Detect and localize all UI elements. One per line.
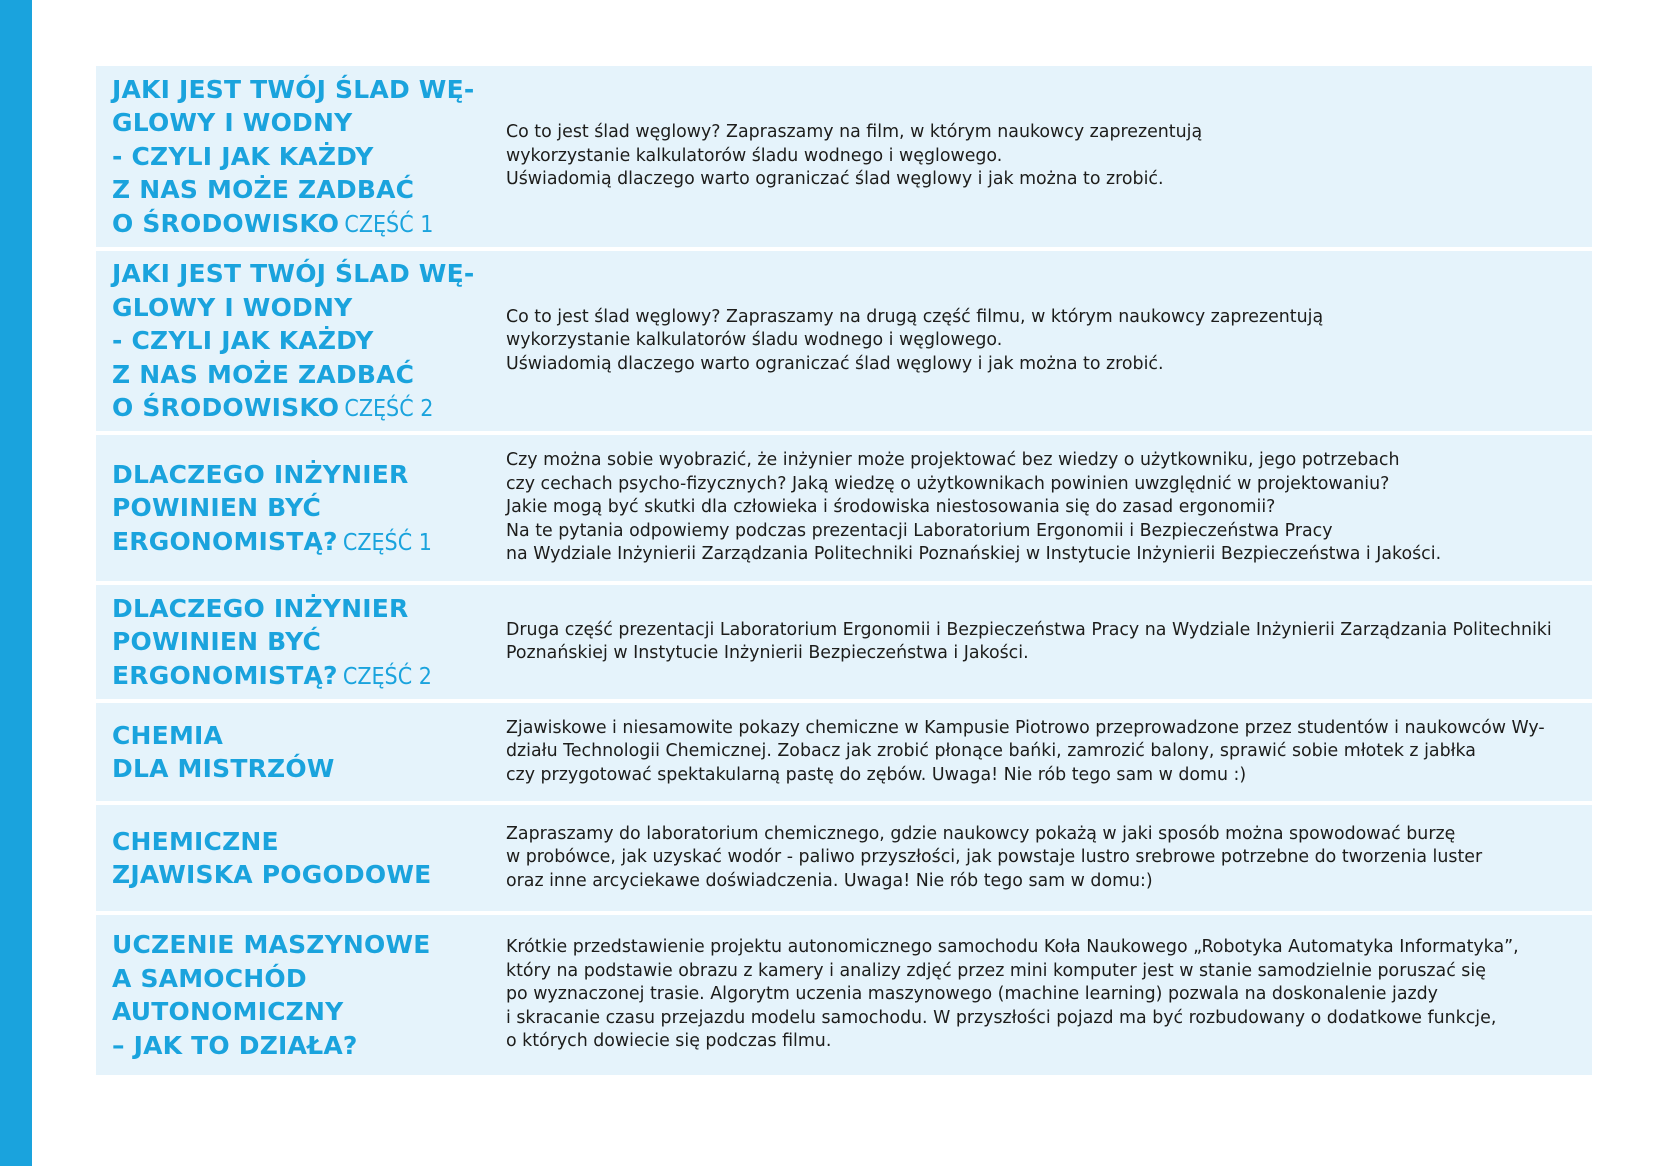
row-title-main: JAKI JEST TWÓJ ŚLAD WĘ- GLOWY I WODNY - CZYLI JAK KAŻDY Z NAS MOŻE ZADBAĆ O ŚRODOWISKO xyxy=(112,74,475,238)
row-description: Zapraszamy do laboratorium chemicznego, gdzie naukowcy pokażą w jaki sposób można spowodować burzę w probówce, jak uzyskać wodór - paliwo przyszłości, jak powstaje lustro srebrowe potrzebne do tworzenia luster oraz inne arcyciekawe doświadczenia. Uwaga! Nie rób tego sam w domu:) xyxy=(506,823,1483,891)
row-description: Co to jest ślad węglowy? Zapraszamy na drugą część filmu, w którym naukowcy zaprezentują wykorzystanie kalkulatorów śladu wodnego i węglowego. Uświadomią dlaczego warto ograniczać ślad węglowy i jak można to zrobić. xyxy=(506,306,1324,374)
row-description: Druga część prezentacji Laboratorium Ergonomii i Bezpieczeństwa Pracy na Wydziale Inżynierii Zarządzania Politechniki Poznańskiej w Instytucie Inżynierii Bezpieczeństwa i Jakości. xyxy=(506,619,1552,663)
table-row xyxy=(96,703,1592,801)
events-table xyxy=(96,66,1592,1079)
row-title xyxy=(96,928,480,1062)
row-title xyxy=(96,257,480,425)
table-row xyxy=(96,66,1592,247)
row-title xyxy=(96,73,480,241)
row-title xyxy=(96,825,480,892)
table-row xyxy=(96,585,1592,699)
row-title-part: CZĘŚĆ 2 xyxy=(342,663,432,690)
row-title xyxy=(96,458,480,559)
row-description: Co to jest ślad węglowy? Zapraszamy na film, w którym naukowcy zaprezentują wykorzystanie kalkulatorów śladu wodnego i węglowego. Uświadomią dlaczego warto ograniczać ślad węglowy i jak można to zrobić. xyxy=(506,122,1203,190)
row-description: Zjawiskowe i niesamowite pokazy chemiczne w Kampusie Piotrowo przeprowadzone przez studentów i naukowców Wy- działu Technologii Chemicznej. Zobacz jak zrobić płonące bańki, zamrozić balony, sprawić sobie młotek z jabłka czy przygotować spektakularną pastę do zębów. Uwaga! Nie rób tego sam w domu :) xyxy=(506,717,1545,785)
table-row xyxy=(96,805,1592,911)
table-row xyxy=(96,251,1592,431)
row-title xyxy=(96,719,480,786)
row-title-main: UCZENIE MASZYNOWE A SAMOCHÓD AUTONOMICZNY – JAK TO DZIAŁA? xyxy=(112,930,431,1060)
side-accent-bar xyxy=(0,0,32,1166)
row-description: Krótkie przedstawienie projektu autonomicznego samochodu Koła Naukowego „Robotyka Automatyka Informatyka”, który na podstawie obrazu z kamery i analizy zdjęć przez mini komputer jest w stanie samodzielnie poruszać się po wyznaczonej trasie. Algorytm uczenia maszynowego (machine learning) pozwala na doskonalenie jazdy i skracanie czasu przejazdu modelu samochodu. W przyszłości pojazd ma być rozbudowany o dodatkowe funkcje, o których dowiecie się podczas filmu. xyxy=(506,937,1519,1052)
row-title-main: DLACZEGO INŻYNIER POWINIEN BYĆ ERGONOMISTĄ? xyxy=(112,459,409,556)
row-title-part: CZĘŚĆ 1 xyxy=(344,211,434,238)
row-title-part: CZĘŚĆ 2 xyxy=(344,396,434,423)
row-title-main: DLACZEGO INŻYNIER POWINIEN BYĆ ERGONOMISTĄ? xyxy=(112,593,409,690)
row-title-main: CHEMIA DLA MISTRZÓW xyxy=(112,720,335,783)
table-row xyxy=(96,915,1592,1075)
row-title-main: CHEMICZNE ZJAWISKA POGODOWE xyxy=(112,826,432,889)
table-row xyxy=(96,435,1592,581)
row-title-part: CZĘŚĆ 1 xyxy=(342,529,432,556)
row-title xyxy=(96,592,480,693)
row-description: Czy można sobie wyobrazić, że inżynier może projektować bez wiedzy o użytkowniku, jego potrzebach czy cechach psycho-fizycznych? Jaką wiedzę o użytkownikach powinien uwzględnić w projektowaniu? Jakie mogą być skutki dla człowieka i środowiska niestosowania się do zasad ergonomii? Na te pytania odpowiemy podczas prezentacji Laboratorium Ergonomii i Bezpieczeństwa Pracy na Wydziale Inżynierii Zarządzania Politechniki Poznańskiej w Instytucie Inżynierii Bezpieczeństwa i Jakości. xyxy=(506,450,1442,565)
row-title-main: JAKI JEST TWÓJ ŚLAD WĘ- GLOWY I WODNY - CZYLI JAK KAŻDY Z NAS MOŻE ZADBAĆ O ŚRODOWISKO xyxy=(112,259,475,423)
